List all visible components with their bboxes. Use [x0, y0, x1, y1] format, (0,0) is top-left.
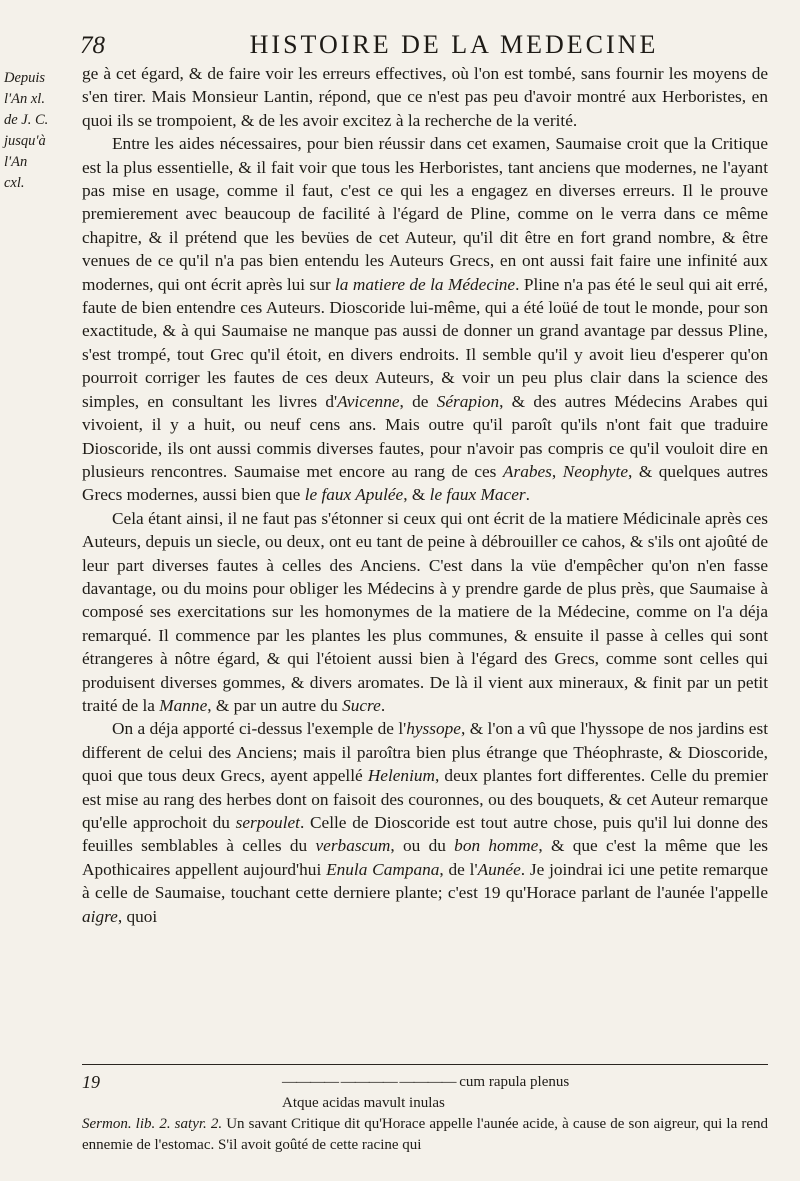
- paragraph: [82, 132, 768, 507]
- text-run: , de l': [439, 859, 478, 879]
- text-run: ge à cet égard, & de faire voir les erreurs effectives, où l'on est tombé, sans fournir les moyens de s'en tirer. Mais Monsieur Lantin, répond, que ce n'est pas peu d'avoir montré aux Herboristes, en quoi ils se trompoient, & de les avoir excitez à la recherche de la verité.: [82, 64, 768, 130]
- text-run: , & quelques autres Grecs modernes, aussi bien que: [82, 461, 769, 505]
- paragraph: [82, 717, 768, 928]
- text-run: , deux plantes fort differentes. Celle du premier est mise au rang des herbes dont on faisoit des couronnes, ou des bouquets, & cet Auteur remarque qu'elle approchoit du: [82, 766, 768, 832]
- italic-text: Sérapion: [436, 391, 500, 411]
- page-header: [80, 30, 780, 64]
- footnote-text: [82, 1114, 768, 1156]
- italic-text: Sucre: [342, 695, 381, 715]
- text-run: , & par un autre du: [207, 695, 343, 715]
- footnote-verse-line: ———— ———— ———— cum rapula plenus: [282, 1074, 570, 1090]
- italic-text: Manne: [159, 695, 208, 715]
- page-number: 78: [80, 32, 105, 59]
- italic-text: verbascum: [315, 836, 391, 856]
- text-run: , & que c'est la même que les Apothicaires appellent aujourd'hui: [82, 836, 769, 879]
- paragraph: [82, 507, 768, 718]
- margin-note-line: jusqu'à: [4, 133, 46, 149]
- footnote-verse-text: cum rapula plenus: [459, 1074, 570, 1090]
- text-run: . Je joindrai ici une petite remarque à celle de Saumaise, touchant cette derniere plante; c'est 19 qu'Horace parlant de l'aunée l'appelle: [82, 859, 768, 903]
- text-run: . Pline n'a pas été le seul qui ait erré, faute de bien entendre ces Auteurs. Dioscoride lui-même, qui a été loüé de tout le monde, pour son exactitude, & à qui Saumaise ne manque pas aussi de donner un grand avantage par dessus Pline, s'est trompé, tout Grec qu'il étoit, en divers endroits. Il semble qu'il y avoit lieu d'esperer qu'on pourroit corriger les fautes de ces deux Auteurs, & voir un peu plus clair dans la science des simples, en consultant les livres d': [82, 274, 768, 411]
- italic-text: Helenium: [367, 766, 435, 786]
- footnote-body: Un savant Critique dit qu'Horace appelle l'aunée acide, à cause de son aigreur, qui la rend ennemie de l'estomac. S'il avoit goûté de cette racine qui: [82, 1116, 768, 1153]
- italic-text: aigre: [82, 906, 118, 926]
- footnote-source: Sermon. lib. 2. satyr. 2.: [82, 1116, 223, 1132]
- italic-text: serpoulet: [235, 813, 300, 832]
- text-run: , quoi: [117, 906, 158, 926]
- paragraph: [82, 62, 768, 132]
- italic-text: le faux Apulée: [304, 485, 404, 505]
- body-text: [82, 62, 768, 928]
- text-run: , &: [403, 485, 430, 505]
- text-run: .: [525, 485, 530, 505]
- text-run: Entre les aides nécessaires, pour bien réussir dans cet examen, Saumaise croit que la Critique est la plus essentielle, & il fait voir que tous les Herboristes, tant anciens que modernes, ne l'ayant pas mise en usage, comme il faut, c'est ce qui les a engagez en diverses erreurs. Il le prouve premierement avec beaucoup de facilité à l'égard de Pline, comme on le verra dans ce même chapitre, & il prétend que les bevües de cet Auteur, qu'il dit être en fort grand nombre, & être venues de ce qu'il n'a pas bien entendu les Auteurs Grecs, en ont aussi fait faire une infinité aux modernes, qui ont écrit après lui sur: [82, 134, 768, 294]
- italic-text: la matiere de la Médecine: [335, 274, 516, 294]
- footnote-rule: [82, 1064, 768, 1065]
- running-title: HISTOIRE DE LA MEDECINE: [249, 30, 659, 59]
- margin-note-line: cxl.: [4, 175, 25, 191]
- text-run: Cela étant ainsi, il ne faut pas s'étonner si ceux qui ont écrit de la matiere Médicinale après ces Auteurs, depuis un siecle, ou deux, ont eu tant de peine à débrouiller ce cahos, & s'ils ont ajoûté de leur part diverses fautes à celles des Anciens. C'est dans la vüe d'empêcher qu'on n'en fasse davantage, ou du moins pour obliger les Médecins à y prendre garde de plus près, que Saumaise à composé ses exercitations sur les homonymes de la matiere de la Médecine, comme on l'a déja remarqué. Il commence par les plantes les plus communes, & ensuite il passe à celles qui sont étrangeres à nôtre égard, & qui l'étoient aussi bien à l'égard des Grecs, comme sont celles qui produisent diverses gommes, & divers aromates. De là il vient aux mineraux, & finit par un petit traité de la: [82, 508, 768, 715]
- text-run: , & l'on a vû que l'hyssope de nos jardins est different de celui des Anciens; mais il paroîtra bien plus étrange que Théophraste, & Dioscoride, quoi que tous deux Grecs, ayent appellé: [82, 719, 768, 786]
- margin-note-line: de J. C.: [4, 112, 49, 128]
- margin-note-line: Depuis: [4, 70, 46, 86]
- text-run: , ou du: [390, 836, 455, 856]
- footnote-ref: 19: [82, 1072, 100, 1092]
- text-run: .: [380, 695, 386, 715]
- footnote-verse-line: Atque acidas mavult inulas: [282, 1095, 445, 1111]
- italic-text: hyssope: [406, 719, 461, 739]
- italic-text: Enula Campana: [326, 859, 440, 879]
- text-run: . Celle de Dioscoride est tout autre chose, puis qu'il lui donne des feuilles semblables à celles du: [82, 813, 769, 856]
- margin-note: [4, 68, 80, 194]
- margin-note-line: l'An xl.: [4, 91, 45, 107]
- italic-text: Avicenne: [337, 391, 400, 411]
- text-run: On a déja apporté ci-dessus l'exemple de l': [112, 719, 407, 739]
- text-run: , & des autres Médecins Arabes qui vivoient, il y a huit, ou neuf cens ans. Mais outre qu'il paroît qu'ils n'ont fait que traduire Dioscoride, ils ont aussi commis diverses fautes, pour n'avoir pas compris ce qu'il vouloit dire en plusieurs rencontres. Saumaise met encore au rang de ces: [82, 391, 768, 481]
- italic-text: bon homme: [454, 836, 539, 856]
- italic-text: Aunée: [477, 859, 521, 879]
- italic-text: le faux Macer: [429, 485, 526, 505]
- italic-text: Neophyte: [562, 461, 628, 481]
- text-run: , de: [399, 391, 437, 411]
- margin-note-line: l'An: [4, 154, 28, 170]
- text-run: ,: [551, 461, 563, 481]
- italic-text: Arabes: [502, 461, 552, 481]
